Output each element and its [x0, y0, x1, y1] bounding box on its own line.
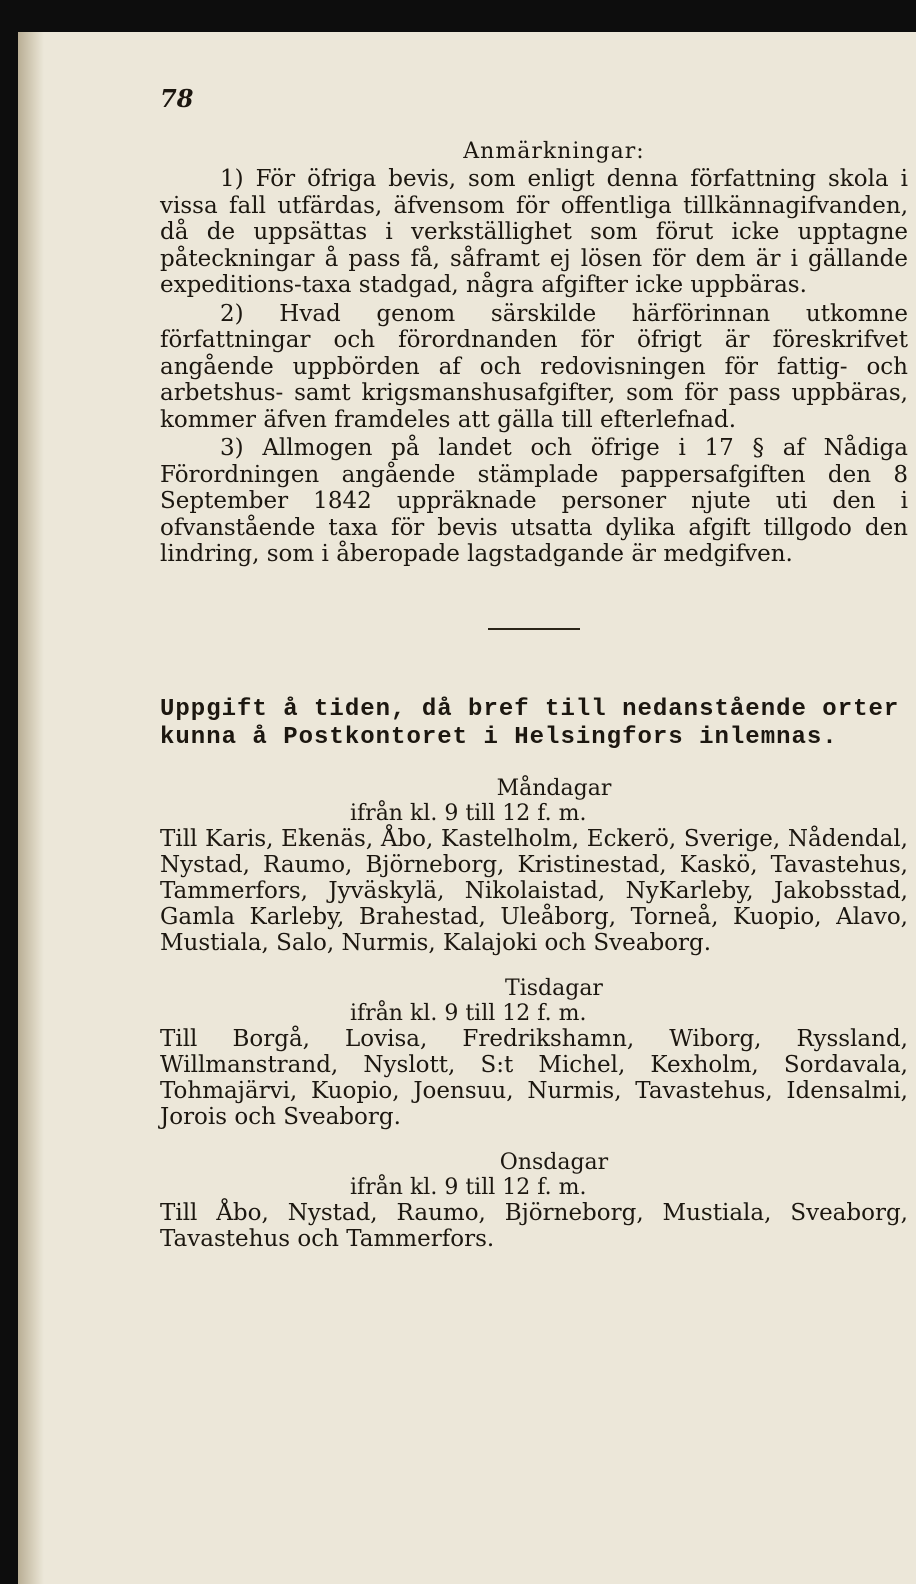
day-title: Tisdagar — [505, 975, 603, 1001]
schedule-heading: Uppgift å tiden, då bref till nedanstående orter kunna å Postkontoret i Helsingfors inlemnas. — [160, 695, 900, 751]
section-divider — [488, 628, 580, 630]
day-title: Onsdagar — [499, 1149, 609, 1175]
remark-2: 2) Hvad genom särskilde härförinnan utkomne författningar och förordnanden för öfrigt är föreskrifvet angående uppbörden af och redovisningen för fattig- och arbetshus- samt krigsmanshusafgifter, som för pass uppbäras, kommer äfven framdeles att gälla till efterlefnad. — [160, 300, 908, 433]
book-page — [18, 32, 916, 1584]
day-time: ifrån kl. 9 till 12 f. m. — [350, 1000, 587, 1026]
day-title: Måndagar — [496, 775, 612, 801]
remarks-section — [160, 139, 908, 568]
day-block-monday — [160, 776, 908, 956]
page-content — [160, 84, 908, 1272]
remark-3: 3) Allmogen på landet och öfrige i 17 § af Nådiga Förordningen angående stämplade pappersafgiften den 8 September 1842 uppräknade personer njute uti den i ofvanstående taxa för bevis utsatta dylika afgift tillgodo den lindring, som i åberopade lagstadgande är medgifven. — [160, 435, 908, 567]
mail-schedule-section — [160, 696, 908, 1252]
day-time: ifrån kl. 9 till 12 f. m. — [350, 1174, 587, 1200]
day-block-tuesday — [160, 976, 908, 1130]
day-towns: Till Karis, Ekenäs, Åbo, Kastelholm, Eckerö, Sverige, Nådendal, Nystad, Raumo, Björneborg, Kristinestad, Kaskö, Tavastehus, Tammerfors, Jyväskylä, Nikolaistad, NyKarleby, Jakobsstad, Gamla Karleby, Brahestad, Uleåborg, Torneå, Kuopio, Alavo, Mustiala, Salo, Nurmis, Kalajoki och Sveaborg. — [160, 825, 908, 956]
day-towns: Till Åbo, Nystad, Raumo, Björneborg, Mustiala, Sveaborg, Tavastehus och Tammerfors. — [160, 1199, 908, 1252]
remarks-title: Anmärkningar: — [463, 139, 645, 164]
day-block-wednesday — [160, 1150, 908, 1252]
page-number: 78 — [160, 84, 194, 113]
book-spine-shadow — [18, 32, 44, 1584]
remark-1: 1) För öfriga bevis, som enligt denna författning skola i vissa fall utfärdas, äfvensom för offentliga tillkännagifvanden, då de uppsättas i verkställighet som förut icke upptagne påteckningar å pass få, såframt ej lösen för dem är i gällande expeditions-taxa stadgad, några afgifter icke uppbäras. — [160, 166, 908, 298]
day-towns: Till Borgå, Lovisa, Fredrikshamn, Wiborg, Ryssland, Willmanstrand, Nyslott, S:t Michel, Kexholm, Sordavala, Tohmajärvi, Kuopio, Joensuu, Nurmis, Tavastehus, Idensalmi, Jorois och Sveaborg. — [160, 1025, 908, 1130]
day-time: ifrån kl. 9 till 12 f. m. — [350, 800, 587, 826]
